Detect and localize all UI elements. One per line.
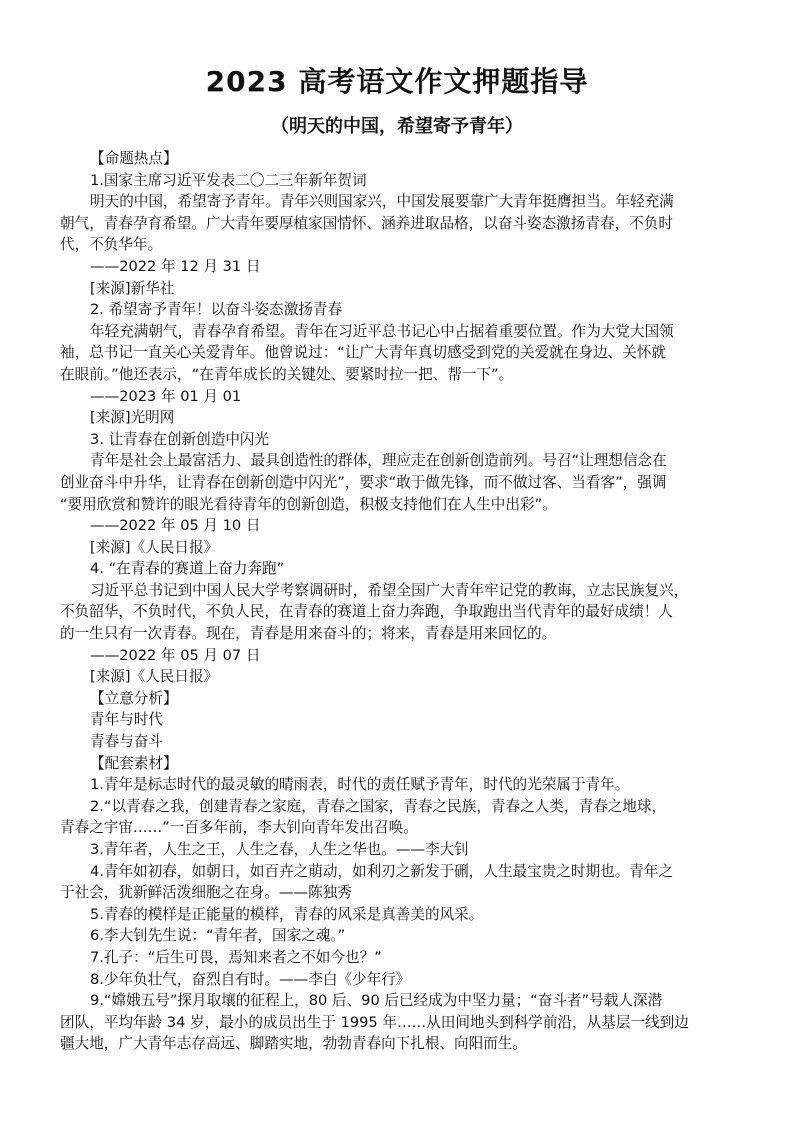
text-line: 6.李大钊先生说：“青年者，国家之魂。” [90, 927, 346, 945]
text-line: 【立意分析】 [90, 689, 178, 707]
text-line: 疆大地，广大青年志存高远、脚踏实地，勃勃青春向下扎根、向阳而生。 [60, 1035, 528, 1053]
text-line: 不负韶华，不负时代，不负人民，在青春的赛道上奋力奔跑，争取跑出当代青年的最好成绩！人 [60, 603, 673, 621]
text-line: 于社会，犹新鲜活泼细胞之在身。——陈独秀 [60, 884, 352, 902]
text-line: 创业奋斗中升华，让青春在创新创造中闪光”，要求“敢于做先锋，而不做过客、当看客”，强调 [60, 473, 667, 491]
text-line: [来源]光明网 [90, 409, 175, 427]
text-line: 1.青年是标志时代的最灵敏的晴雨表，时代的责任赋予青年，时代的光荣属于青年。 [90, 776, 630, 794]
text-line: 年轻充满朝气，青春孕育希望。青年在习近平总书记心中占据着重要位置。作为大党大国领 [90, 322, 674, 340]
text-line: [来源]《人民日报》 [90, 538, 219, 556]
text-line: 袖，总书记一直关心关爱青年。他曾说过：“让广大青年真切感受到党的关爱就在身边、关怀就 [60, 344, 666, 362]
text-line: 9.“嫦娥五号”探月取壤的征程上，80 后、90 后已经成为中坚力量；“奋斗者”号载人深潜 [90, 992, 663, 1010]
text-line: ——2022 年 12 月 31 日 [90, 257, 261, 275]
text-line: 7.孔子：“后生可畏，焉知来者之不如今也？” [90, 948, 382, 966]
text-line: ——2023 年 01 月 01 [90, 387, 242, 405]
text-line: 1.国家主席习近平发表二〇二三年新年贺词 [90, 171, 367, 189]
text-line: [来源]《人民日报》 [90, 668, 219, 686]
text-line: 3.青年者，人生之王，人生之春，人生之华也。——李大钊 [90, 841, 469, 858]
text-line: ——2022 年 05 月 07 日 [90, 646, 261, 664]
text-line: 明天的中国，希望寄予青年。青年兴则国家兴，中国发展要靠广大青年挺膺担当。年轻充满 [90, 193, 674, 211]
text-line: 的一生只有一次青春。现在，青春是用来奋斗的；将来，青春是用来回忆的。 [60, 625, 557, 643]
text-line: 团队，平均年龄 34 岁，最小的成员出生于 1995 年……从田间地头到科学前沿，从基层一线到边 [60, 1013, 689, 1031]
text-line: 4.青年如初春，如朝日，如百卉之萌动，如利刃之新发于硎，人生最宝贵之时期也。青年之 [90, 862, 674, 880]
text-line: 青年与时代 [90, 711, 163, 729]
text-line: “要用欣赏和赞许的眼光看待青年的创新创造，积极支持他们在人生中出彩”。 [60, 495, 557, 513]
text-line: 4. “在青春的赛道上奋力奔跑” [90, 560, 285, 578]
text-line: 青年是社会上最富活力、最具创造性的群体，理应走在创新创造前列。号召“让理想信念在 [90, 452, 667, 470]
document-title: 2023 高考语文作文押题指导 [205, 65, 589, 98]
document-subtitle: （明天的中国，希望寄予青年） [271, 116, 523, 137]
text-line: 8.少年负壮气，奋烈自有时。——李白《少年行》 [90, 970, 411, 988]
text-line: 朝气，青春孕育希望。广大青年要厚植家国情怀、涵养进取品格，以奋斗姿态激扬青春，不负时 [60, 214, 673, 232]
text-line: 【配套素材】 [90, 754, 178, 772]
text-line: 青春与奋斗 [90, 733, 163, 751]
document-body [60, 148, 738, 1055]
text-line: 习近平总书记到中国人民大学考察调研时，希望全国广大青年牢记党的教诲，立志民族复兴， [90, 581, 689, 599]
text-line: 2.“以青春之我，创建青春之家庭，青春之国家，青春之民族，青春之人类，青春之地球， [90, 797, 667, 815]
text-line: 代，不负华年。 [60, 236, 163, 254]
text-line: 5.青春的模样是正能量的模样，青春的风采是真善美的风采。 [90, 905, 484, 923]
text-line: 3. 让青春在创新创造中闪光 [90, 430, 270, 448]
text-line: 青春之宇宙……”一百多年前，李大钊向青年发出召唤。 [60, 819, 418, 837]
text-line: 2. 希望寄予青年！以奋斗姿态激扬青春 [90, 301, 343, 319]
text-line: 在眼前。”他还表示，“在青年成长的关键处、要紧时拉一把、帮一下”。 [60, 365, 514, 383]
text-line: 【命题热点】 [90, 150, 178, 167]
text-line: ——2022 年 05 月 10 日 [90, 517, 261, 535]
text-line: [来源]新华社 [90, 279, 175, 297]
